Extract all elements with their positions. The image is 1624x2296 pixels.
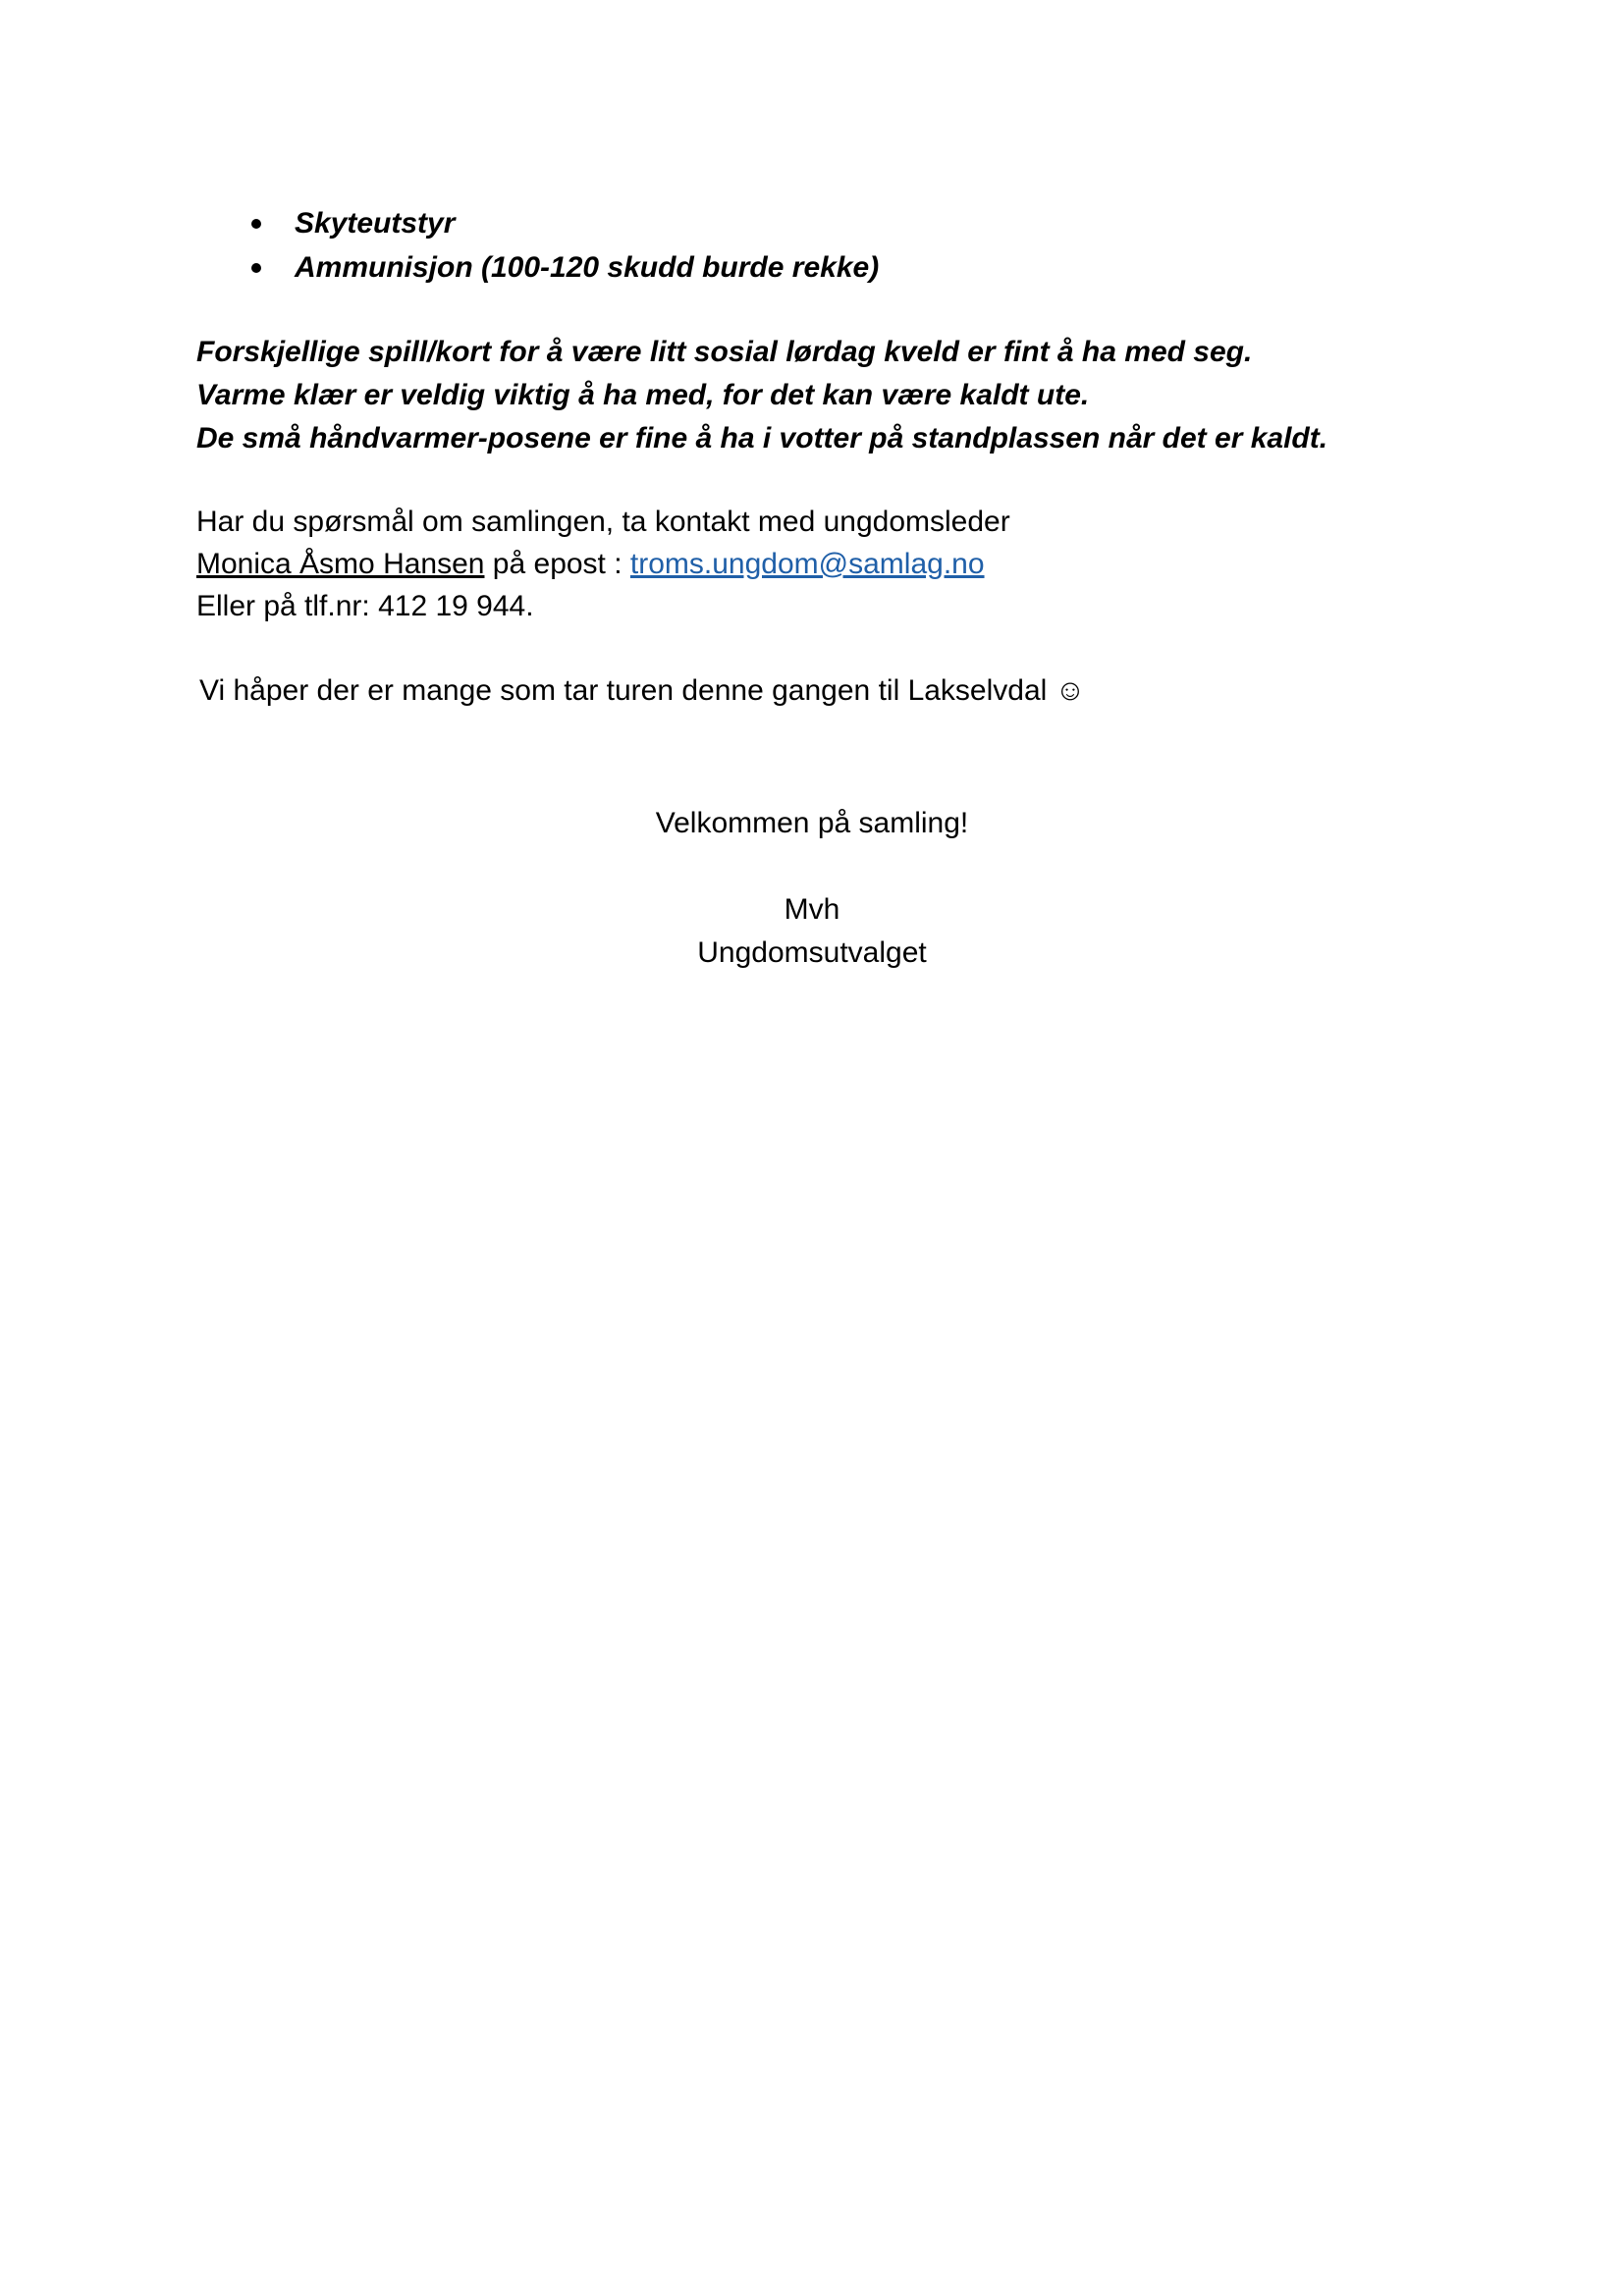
- epost-label: på epost :: [484, 548, 630, 580]
- list-item-text: Ammunisjon (100-120 skudd burde rekke): [295, 251, 880, 284]
- note-line: De små håndvarmer-posene er fine å ha i votter på standplassen når det er kaldt.: [196, 422, 1328, 454]
- list-item: [245, 245, 879, 290]
- signature-text: Ungdomsutvalget: [697, 936, 927, 969]
- notes-paragraph: [196, 331, 1327, 460]
- note-line: Varme klær er veldig viktig å ha med, for det kan være kaldt ute.: [196, 379, 1090, 411]
- phone-line: Eller på tlf.nr: 412 19 944.: [196, 590, 534, 622]
- contact-name-line: [196, 543, 1010, 585]
- leader-name: Monica Åsmo Hansen: [196, 548, 485, 580]
- list-item-text: Skyteutstyr: [295, 207, 456, 240]
- list-item: [245, 201, 879, 245]
- signoff: [0, 888, 1624, 975]
- bullet-icon: [251, 263, 261, 273]
- note-line: Forskjellige spill/kort for å være litt sosial lørdag kveld er fint å ha med seg.: [196, 336, 1253, 368]
- email-link[interactable]: troms.ungdom@samlag.no: [629, 548, 985, 580]
- welcome-text: Velkommen på samling!: [655, 807, 969, 839]
- equipment-list: [245, 201, 879, 290]
- hope-text: Vi håper der er mange som tar turen denne gangen til Lakselvdal ☺: [199, 674, 1086, 707]
- bullet-icon: [251, 219, 261, 229]
- contact-intro: Har du spørsmål om samlingen, ta kontakt med ungdomsleder: [196, 506, 1010, 538]
- contact-paragraph: [196, 501, 1010, 627]
- regards-text: Mvh: [784, 893, 840, 926]
